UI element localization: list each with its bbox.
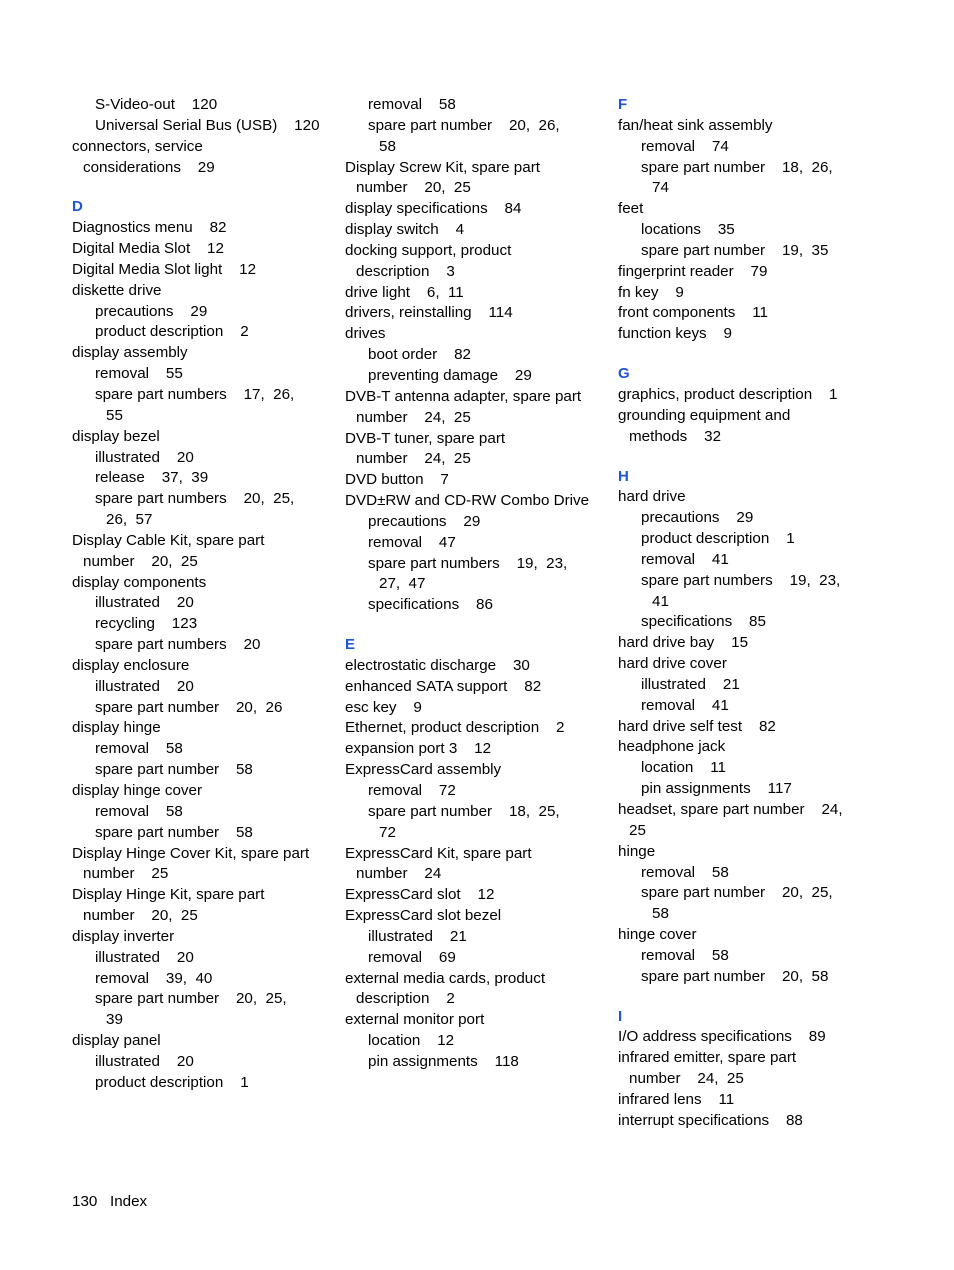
index-subentry: 55 [106,406,123,424]
index-entry: fn key 9 [618,283,684,301]
index-entry: drivers, reinstalling 114 [345,304,513,322]
index-subentry: 41 [652,592,669,610]
index-subentry: spare part number 20, 25, [641,884,833,902]
index-entry: number 24, 25 [356,408,471,426]
index-subentry: spare part numbers 20 [95,636,261,654]
index-subentry: 27, 47 [379,575,426,593]
index-entry: methods 32 [629,427,722,445]
index-subentry: spare part numbers 19, 23, [641,571,841,589]
index-subentry: pin assignments 117 [641,780,792,798]
index-subentry: pin assignments 118 [368,1052,519,1070]
index-entry: function keys 9 [618,325,732,343]
index-entry: hard drive bay 15 [618,634,749,652]
index-subentry: removal 55 [95,365,183,383]
index-entry: Display Hinge Cover Kit, spare part [72,844,310,862]
index-entry: display enclosure [72,656,190,674]
index-entry: hard drive self test 82 [618,717,776,735]
index-entry: ExpressCard slot bezel [345,907,502,925]
index-entry: front components 11 [618,304,768,322]
index-subentry: illustrated 21 [368,927,467,945]
index-subentry: removal 58 [95,740,183,758]
index-entry: feet [618,200,644,218]
index-entry: ExpressCard slot 12 [345,886,495,904]
index-entry: headset, spare part number 24, [618,801,843,818]
index-subentry: preventing damage 29 [368,366,532,384]
index-subentry: spare part numbers 20, 25, [95,490,295,508]
index-entry: ExpressCard assembly [345,761,502,779]
index-subentry: spare part number 18, 25, [368,802,560,820]
index-entry: display hinge cover [72,782,203,799]
index-entry: DVD button 7 [345,471,449,489]
index-entry: display panel [72,1032,161,1050]
index-entry: description 2 [356,990,455,1008]
index-entry: display bezel [72,427,160,445]
index-subentry: 58 [652,905,669,923]
section-gap [72,178,332,197]
section-letter-heading: I [618,1007,623,1025]
section-gap [345,616,605,635]
index-entry: DVB-T tuner, spare part [345,429,506,447]
index-subentry: location 11 [641,759,726,777]
index-entry: connectors, service [72,137,203,155]
index-subentry: removal 74 [641,137,729,155]
index-subentry: spare part number 58 [95,761,253,779]
index-entry: description 3 [356,262,455,280]
index-subentry: release 37, 39 [95,469,209,487]
index-entry: number 20, 25 [83,907,198,925]
section-letter-heading: F [618,96,628,113]
index-entry: diskette drive [72,281,162,299]
index-subentry: spare part number 20, 58 [641,967,829,985]
index-entry: expansion port 3 12 [345,740,492,758]
index-entry: number 24 [356,865,442,883]
index-subentry: illustrated 21 [641,675,740,693]
index-entry: Display Cable Kit, spare part [72,531,265,549]
section-letter-heading: H [618,467,629,485]
index-subentry: removal 41 [641,696,729,714]
index-entry: Display Hinge Kit, spare part [72,886,265,904]
index-entry: graphics, product description 1 [618,385,838,403]
index-subentry: removal 69 [368,948,456,966]
index-subentry: spare part number 20, 25, [95,990,287,1008]
index-entry: hinge [618,842,656,860]
index-entry: hard drive [618,488,686,506]
index-column-2 [345,95,605,1073]
index-entry: infrared lens 11 [618,1090,735,1108]
index-entry: display switch 4 [345,221,465,239]
index-subentry: recycling 123 [95,615,198,633]
index-entry: number 24, 25 [356,450,471,468]
section-gap [618,345,878,364]
index-subentry: illustrated 20 [95,448,194,466]
index-entry: number 20, 25 [83,552,198,570]
index-entry: display components [72,573,207,591]
index-entry: Diagnostics menu 82 [72,219,227,237]
section-letter-heading: G [618,365,630,383]
index-subentry: precautions 29 [95,302,208,320]
index-subentry: S-Video-out 120 [95,96,218,113]
index-subentry: removal 58 [95,802,183,820]
index-entry: external monitor port [345,1011,485,1029]
index-subentry: product description 1 [95,1073,249,1091]
index-column-1 [72,95,332,1094]
section-letter-heading: D [72,198,83,216]
index-subentry: spare part number 58 [95,823,253,841]
index-entry: interrupt specifications 88 [618,1111,803,1129]
index-entry: Digital Media Slot 12 [72,240,224,258]
index-subentry: spare part numbers 19, 23, [368,554,568,572]
index-entry: drive light 6, 11 [345,283,464,301]
index-subentry: removal 58 [368,96,456,113]
index-entry: Display Screw Kit, spare part [345,158,540,176]
index-entry: considerations 29 [83,158,215,176]
index-subentry: 26, 57 [106,511,153,529]
index-subentry: illustrated 20 [95,594,194,612]
index-entry: DVB-T antenna adapter, spare part [345,387,582,405]
index-entry: electrostatic discharge 30 [345,656,530,674]
index-entry: grounding equipment and [618,406,791,424]
index-entry: hinge cover [618,926,697,944]
index-subentry: product description 2 [95,323,249,341]
index-entry: display assembly [72,344,188,362]
index-subentry: spare part numbers 17, 26, [95,385,295,403]
index-subentry: removal 58 [641,863,729,881]
index-subentry: product description 1 [641,530,795,548]
index-entry: fingerprint reader 79 [618,262,768,280]
index-subentry: spare part number 18, 26, [641,158,833,176]
index-entry: drives [345,325,386,343]
index-entry: DVD±RW and CD-RW Combo Drive [345,492,590,510]
index-entry: enhanced SATA support 82 [345,677,542,695]
index-subentry: spare part number 20, 26 [95,698,283,716]
index-entry: headphone jack [618,738,726,756]
section-letter-heading: E [345,636,356,654]
index-subentry: spare part number 19, 35 [641,241,829,259]
page-footer: 130 Index [72,1193,148,1210]
index-entry: hard drive cover [618,655,727,673]
index-entry: external media cards, product [345,969,546,987]
index-entry: 25 [629,821,646,839]
index-entry: Ethernet, product description 2 [345,719,565,737]
index-column-3 [618,95,878,1132]
index-subentry: illustrated 20 [95,948,194,966]
index-subentry: location 12 [368,1032,455,1050]
index-subentry: locations 35 [641,221,735,239]
section-gap [618,988,878,1007]
index-subentry: 58 [379,137,396,155]
index-subentry: precautions 29 [368,512,481,530]
index-subentry: illustrated 20 [95,1052,194,1070]
index-subentry: removal 58 [641,946,729,964]
index-entry: number 20, 25 [356,179,471,197]
section-gap [618,448,878,467]
index-subentry: specifications 86 [368,596,493,614]
index-subentry: removal 39, 40 [95,969,213,987]
index-entry: infrared emitter, spare part [618,1049,797,1067]
index-subentry: boot order 82 [368,346,472,364]
index-entry: display specifications 84 [345,200,522,218]
index-entry: display hinge [72,719,161,737]
index-subentry: 72 [379,823,396,841]
index-subentry: 74 [652,179,669,197]
index-entry: I/O address specifications 89 [618,1028,826,1046]
index-subentry: illustrated 20 [95,677,194,695]
index-entry: docking support, product [345,241,512,259]
index-subentry: 39 [106,1011,123,1029]
index-subentry: spare part number 20, 26, [368,116,560,134]
index-subentry: specifications 85 [641,613,766,631]
index-entry: esc key 9 [345,698,422,716]
index-subentry: removal 72 [368,782,456,799]
index-subentry: Universal Serial Bus (USB) 120 [95,116,320,134]
index-subentry: removal 41 [641,550,729,568]
index-entry: number 24, 25 [629,1070,744,1088]
index-entry: Digital Media Slot light 12 [72,260,257,278]
index-entry: fan/heat sink assembly [618,116,773,134]
index-entry: number 25 [83,865,169,883]
index-subentry: removal 47 [368,533,456,551]
index-subentry: precautions 29 [641,509,754,527]
index-entry: ExpressCard Kit, spare part [345,844,532,862]
index-entry: display inverter [72,927,175,945]
